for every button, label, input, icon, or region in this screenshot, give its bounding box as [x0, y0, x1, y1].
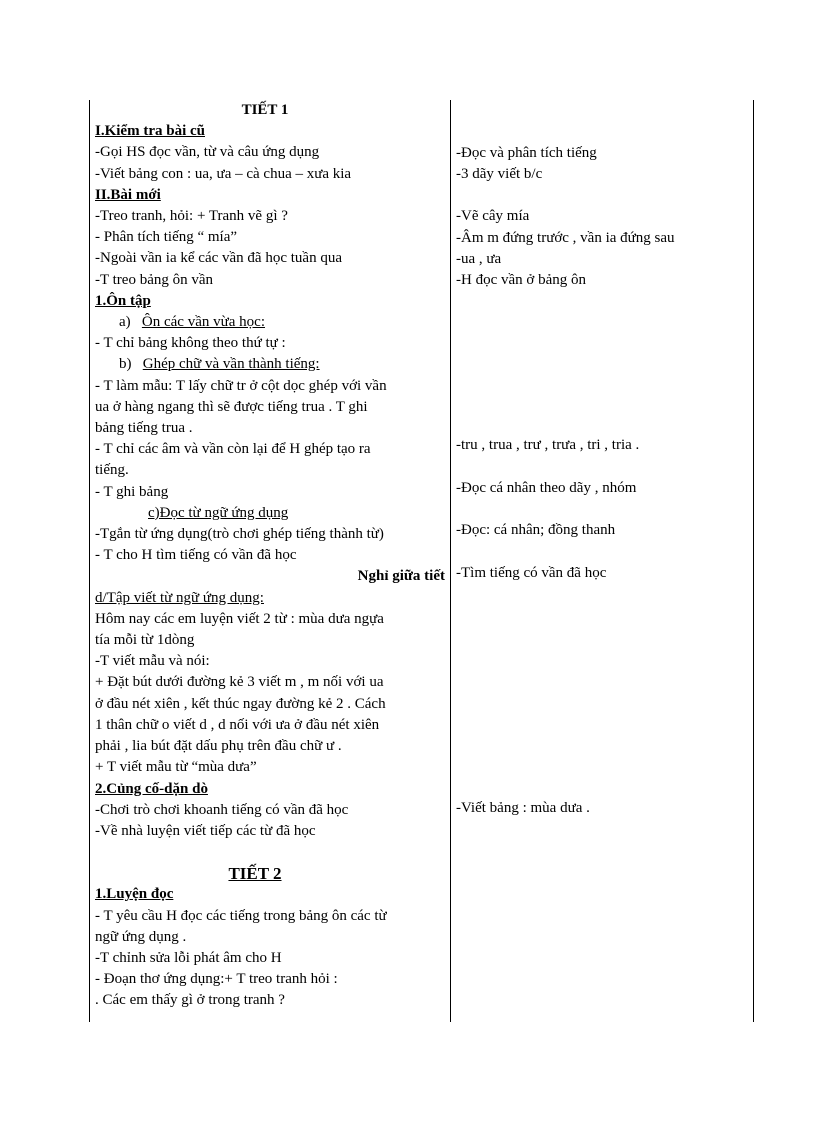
- teacher-activities-column: [95, 100, 445, 1012]
- section-heading-consolidation: 2.Củng cố-dặn dò: [95, 780, 208, 797]
- text-line: + T viết mẫu từ “mùa dưa”: [95, 759, 257, 776]
- text-line: - T chỉ các âm và vần còn lại để H ghép tạo ra: [95, 441, 371, 458]
- student-line: -H đọc vần ở bảng ôn: [456, 272, 586, 288]
- section-heading-reading: 1.Luyện đọc: [95, 886, 174, 903]
- text-line: - T cho H tìm tiếng có vần đã học: [95, 547, 297, 564]
- student-line: -Đọc và phân tích tiếng: [456, 145, 597, 161]
- text-line: ở đầu nét xiên , kết thúc ngay đường kẻ 2 . Cách: [95, 695, 386, 712]
- student-line: -Đọc cá nhân theo dãy , nhóm: [456, 480, 637, 496]
- text-line: phải , lia bút đặt dấu phụ trên đầu chữ ư .: [95, 738, 342, 755]
- text-line: tía mỗi từ 1dòng: [95, 632, 195, 649]
- spacer: [95, 842, 445, 863]
- student-line: -Viết bảng : mùa dưa .: [456, 800, 590, 816]
- text-line: -Chơi trò chơi khoanh tiếng có vần đã học: [95, 801, 349, 818]
- break-label: Nghỉ giữa tiết: [357, 568, 445, 585]
- text-line: -Về nhà luyện viết tiếp các từ đã học: [95, 822, 316, 839]
- text-line: + Đặt bút dưới đường kẻ 3 viết m , m nối với ua: [95, 674, 384, 691]
- text-line: -T treo bảng ôn vần: [95, 271, 214, 288]
- section-heading-new-lesson: II.Bài mới: [95, 186, 161, 203]
- student-line: -Âm m đứng trước , vần ia đứng sau: [456, 230, 675, 246]
- text-line: - T yêu cầu H đọc các tiếng trong bảng ôn các từ: [95, 907, 387, 924]
- text-line: ua ở hàng ngang thì sẽ được tiếng trua . T ghi: [95, 398, 368, 415]
- text-line: - Đoạn thơ ứng dụng:+ T treo tranh hỏi :: [95, 971, 338, 988]
- text-line: 1 thân chữ o viết d , d nối với ưa ở đầu nét xiên: [95, 716, 380, 733]
- text-line: -T viết mẫu và nói:: [95, 653, 210, 670]
- text-line: . Các em thấy gì ở trong tranh ?: [95, 992, 285, 1009]
- text-line: -Gọi HS đọc vần, từ và câu ứng dụng: [95, 144, 320, 161]
- section-heading-on-tap: 1.Ôn tập: [95, 292, 151, 309]
- text-line: bảng tiếng trua .: [95, 420, 193, 437]
- subheading-text: Ghép chữ và vần thành tiếng:: [142, 356, 320, 373]
- student-line: -3 dãy viết b/c: [456, 166, 543, 182]
- student-line: -Vẽ cây mía: [456, 208, 530, 224]
- subheading-text: Ôn các vần vừa học:: [141, 314, 265, 331]
- text-line: -T chỉnh sửa lỗi phát âm cho H: [95, 949, 282, 966]
- text-line: - T làm mẫu: T lấy chữ tr ở cột dọc ghép với vần: [95, 377, 387, 394]
- student-line: -tru , trua , trư , trưa , tri , tria .: [456, 437, 640, 453]
- student-line: -Tìm tiếng có vần đã học: [456, 565, 607, 581]
- subheading-a: [95, 312, 445, 333]
- lesson-title-tiet-1: TIẾT 1: [241, 102, 289, 118]
- text-line: ngữ ứng dụng .: [95, 928, 187, 945]
- list-marker: b): [119, 356, 132, 373]
- text-line: - T ghi bảng: [95, 483, 169, 500]
- student-line: -Đọc: cá nhân; đồng thanh: [456, 522, 616, 538]
- table-border-left: [89, 100, 90, 1022]
- section-heading-review: I.Kiểm tra bài cũ: [95, 123, 205, 140]
- text-line: - Phân tích tiếng “ mía”: [95, 229, 238, 246]
- text-line: -Tgắn từ ứng dụng(trò chơi ghép tiếng thành từ): [95, 526, 384, 543]
- text-line: -Viết bảng con : ua, ưa – cà chua – xưa kia: [95, 165, 352, 182]
- table-border-right: [753, 100, 754, 1022]
- text-line: tiếng.: [95, 462, 129, 479]
- subheading-d: d/Tập viết từ ngữ ứng dụng:: [95, 589, 264, 606]
- subheading-c: c)Đọc từ ngữ ứng dụng: [148, 504, 289, 521]
- text-line: Hôm nay các em luyện viết 2 từ : mùa dưa ngựa: [95, 610, 384, 627]
- student-line: -ua , ưa: [456, 251, 502, 267]
- table-border-middle: [450, 100, 451, 1022]
- lesson-title-tiet-2: TIẾT 2: [228, 864, 282, 884]
- text-line: -Ngoài vần ia kể các vần đã học tuần qua: [95, 250, 342, 267]
- subheading-b: [95, 354, 445, 375]
- text-line: -Treo tranh, hỏi: + Tranh vẽ gì ?: [95, 208, 288, 225]
- list-marker: a): [119, 314, 131, 331]
- text-line: - T chỉ bảng không theo thứ tự :: [95, 335, 286, 352]
